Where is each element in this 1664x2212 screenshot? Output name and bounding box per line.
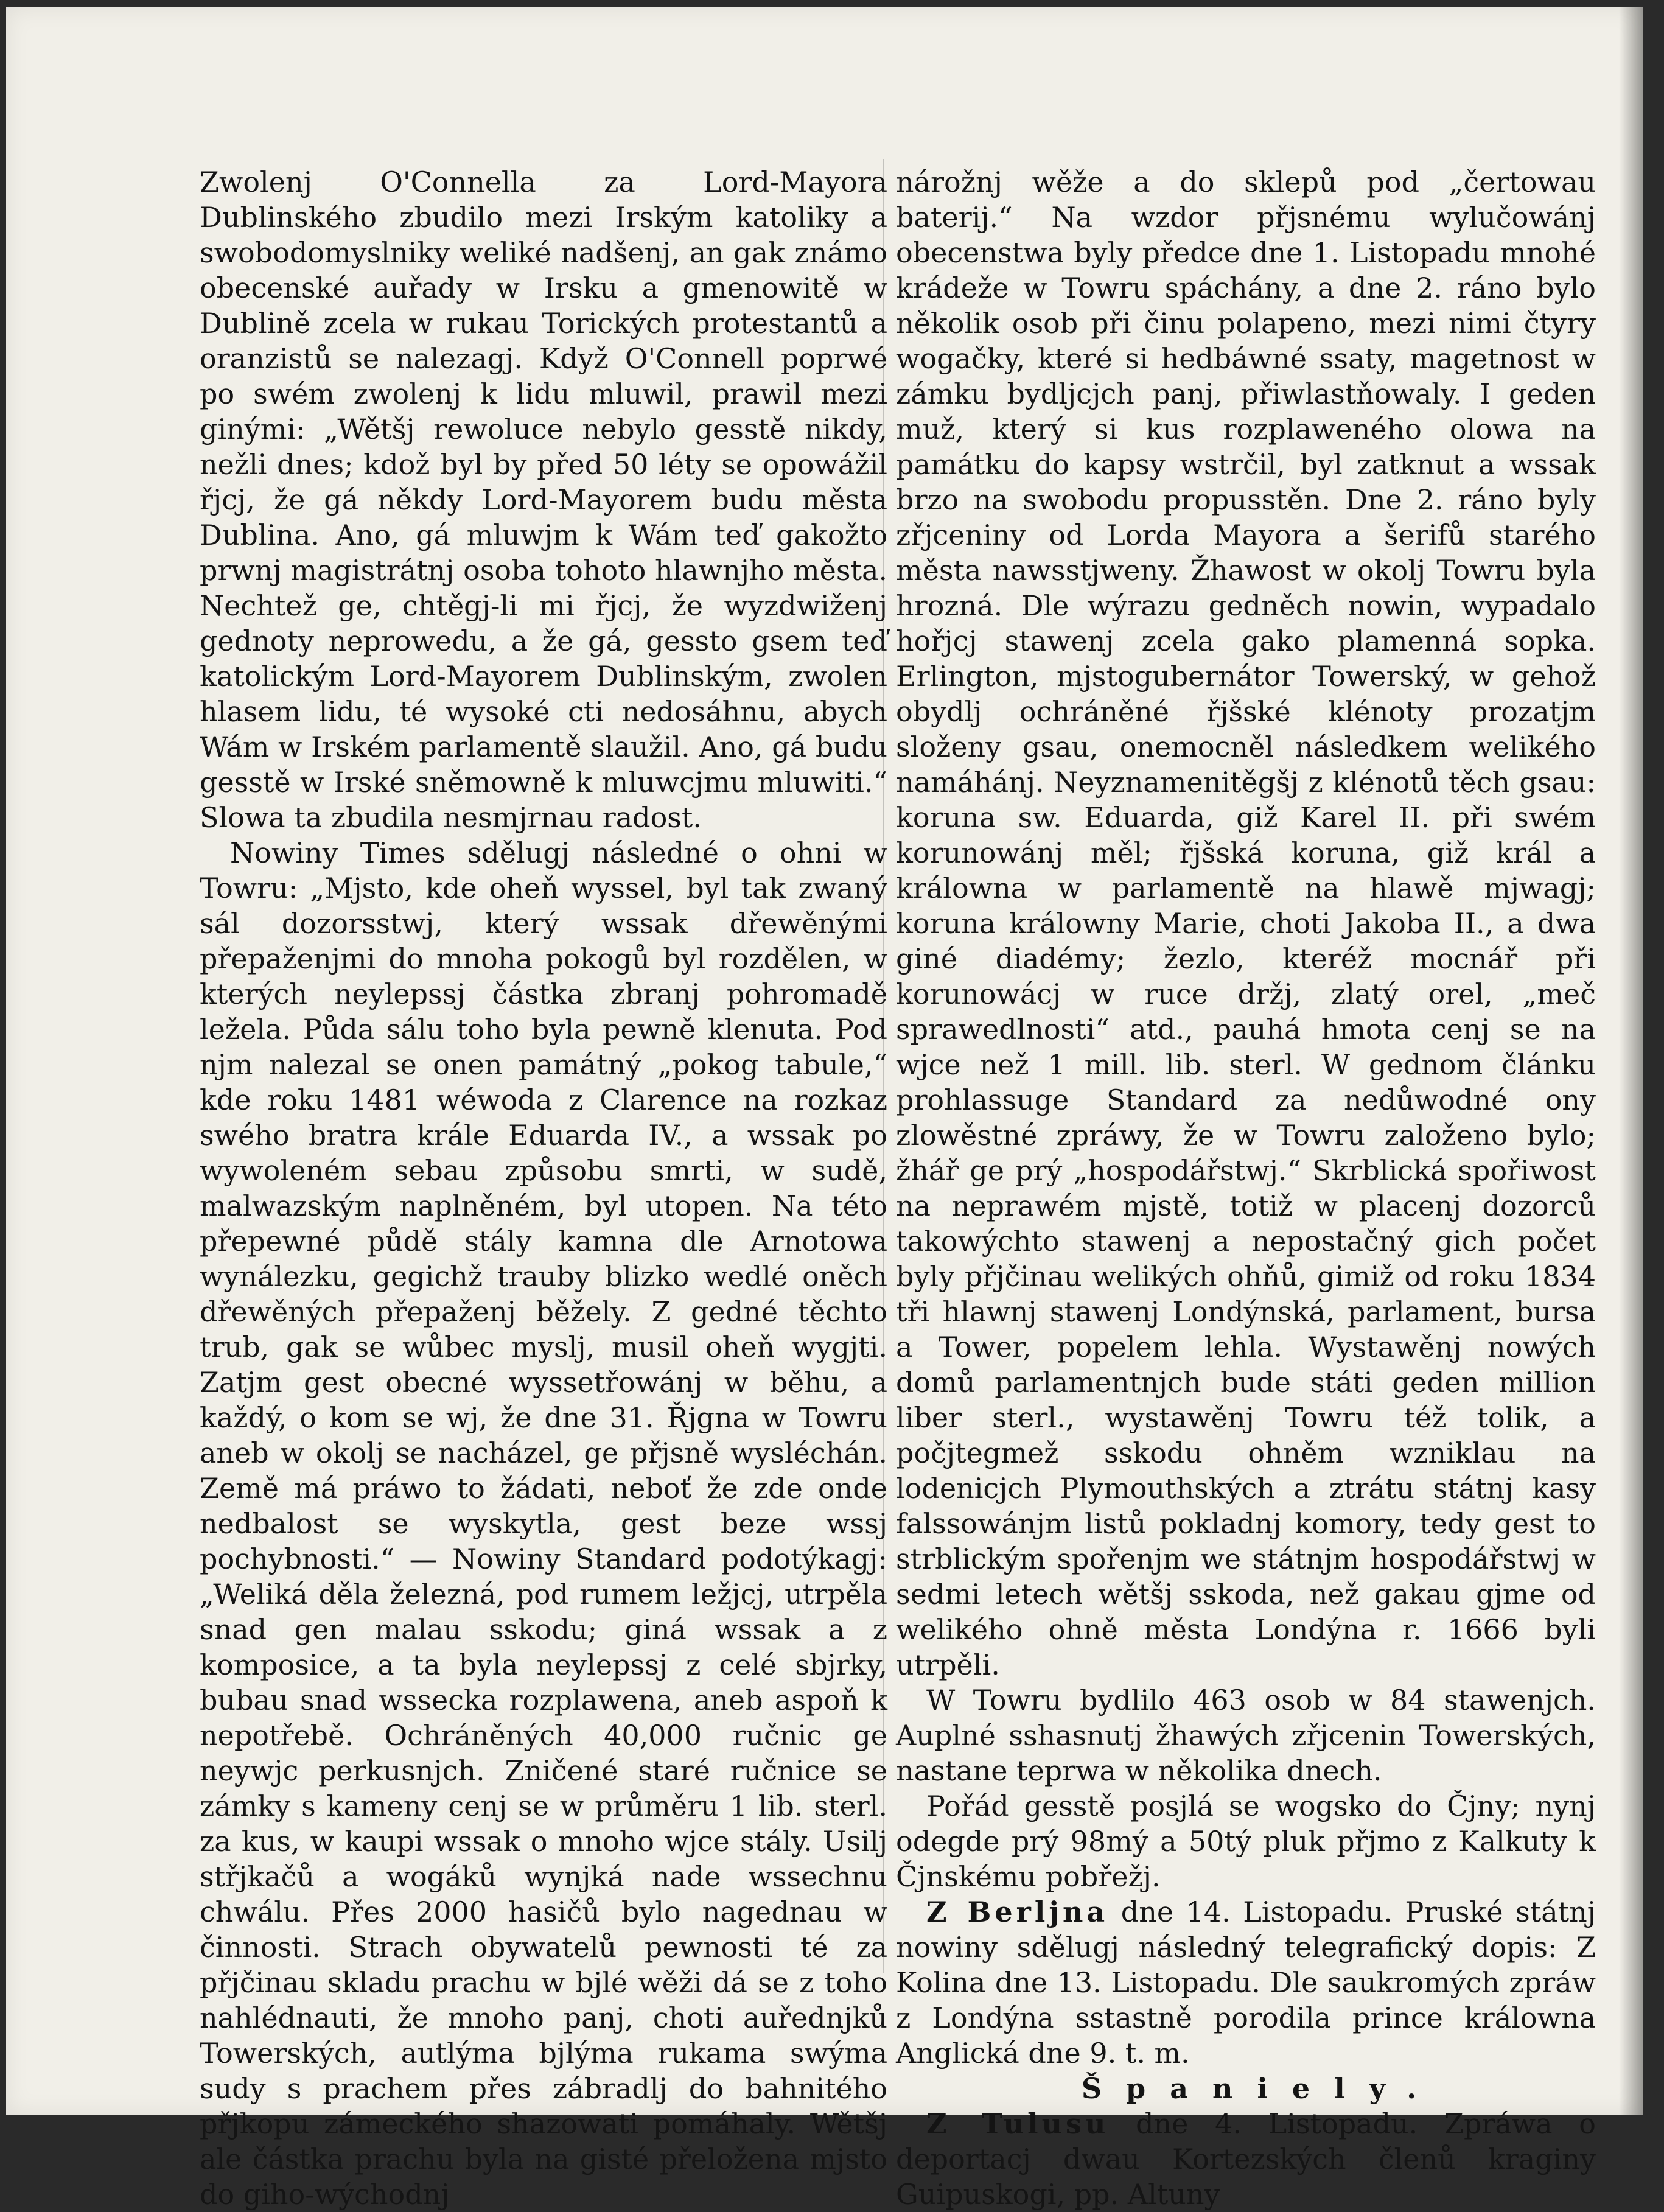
- newspaper-page: [6, 7, 1643, 2211]
- china-troops-paragraph: Pořád gesstě posjlá se wogsko do Čjny; nynj odegde prý 98mý a 50tý pluk přjmo z Kalkuty k Čjnskému pobřežj.: [896, 1790, 1596, 1893]
- toulouse-dateline: Z Tulusu: [926, 2107, 1110, 2140]
- right-column: [896, 164, 1596, 2212]
- berlin-news-paragraph: [896, 1894, 1596, 2071]
- berlin-dateline: Z Berljna: [926, 1895, 1109, 1928]
- tower-residents-paragraph: W Towru bydlilo 463 osob w 84 stawenjch. Auplné sshasnutj žhawých zřjcenin Towerských, nastane teprwa w několika dnech.: [896, 1684, 1596, 1787]
- berlin-news-text: dne 14. Listopadu. Pruské státnj nowiny sdělugj následný telegrafický dopis: Z Kolina dne 13. Listopadu. Dle saukromých zpráw z Londýna sstastně porodila prince králowna Anglická dne 9. t. m.: [896, 1895, 1596, 2070]
- tower-fire-continuation: nárožnj wěže a do sklepů pod „čertowau baterij.“ Na wzdor přjsnému wylučowánj obecenstwa byly předce dne 1. Listopadu mnohé krádeže w Towru spáchány, a dne 2. ráno bylo několik osob při činu polapeno, mezi nimi čtyry wogačky, které si hedbáwné ssaty, magetnost w zámku bydljcjch panj, přiwlastňowaly. I geden muž, který si kus rozplaweného olowa na památku do kapsy wstrčil, byl zatknut a wssak brzo na swobodu propusstěn. Dne 2. ráno byly zřjceniny od Lorda Mayora a šerifů starého města nawsstjweny. Žhawost w okolj Towru byla hrozná. Dle wýrazu gedněch nowin, wypadalo hořjcj stawenj zcela gako plamenná sopka. Erlington, mjstogubernátor Towerský, w gehož obydlj ochráněné řjšské klénoty prozatjm složeny gsau, onemocněl následkem welikého namáhánj. Neyznamenitěgšj z klénotů těch gsau: koruna sw. Eduarda, giž Karel II. při swém korunowánj měl; řjšská koruna, giž král a králowna w parlamentě na hlawě mjwagj; koruna králowny Marie, choti Jakoba II., a dwa giné diadémy; žezlo, kteréž mocnář při korunowácj w ruce držj, zlatý orel, „meč sprawedlnosti“ atd., pauhá hmota cenj se na wjce než 1 mill. lib. sterl. W gednom článku prohlassuge Standard za nedůwodné ony zlowěstné zpráwy, že w Towru založeno bylo; žhář ge prý „hospodářstwj.“ Skrblická spořiwost na neprawém mjstě, totiž w placenj dozorců takowýchto stawenj a nepostačný gich počet byly přjčinau welikých ohňů, gimiž od roku 1834 tři hlawnj stawenj Londýnská, parlament, bursa a Tower, popelem lehla. Wystawěnj nowých domů parlamentnjch bude státi geden million liber sterl., wystawěnj Towru též tolik, a počjtegmež sskodu ohněm wzniklau na lodenicjch Plymouthských a ztrátu státnj kasy falssowánjm listů pokladnj komory, tedy gest to strblickým spořenjm we státnjm hospodářstwj w sedmi letech wětšj sskoda, než gakau gjme od welikého ohně města Londýna r. 1666 byli utrpěli.: [896, 166, 1596, 1681]
- article-tower-fire-paragraph: Nowiny Times sdělugj následné o ohni w Towru: „Mjsto, kde oheň wyssel, byl tak zwaný sál dozorsstwj, který wssak dřewěnými přepaženjmi do mnoha pokogů byl rozdělen, w kterých neylepssj částka zbranj pohromadě ležela. Půda sálu toho byla pewně klenuta. Pod njm nalezal se onen památný „pokog tabule,“ kde roku 1481 wéwoda z Clarence na rozkaz swého bratra krále Eduarda IV., a wssak po wywoleném sebau způsobu smrti, w sudě, malwazským naplněném, byl utopen. Na této přepewné půdě stály kamna dle Arnotowa wynálezku, gegichž trauby blizko wedlé oněch dřewěných přepaženj běžely. Z gedné těchto trub, gak se wůbec myslj, musil oheň wygjti. Zatjm gest obecné wyssetřowánj w běhu, a každý, o kom se wj, že dne 31. Řjgna w Towru aneb w okolj se nacházel, ge přjsně wysléchán. Země má práwo to žádati, neboť že zde onde nedbalost se wyskytla, gest beze wssj pochybnosti.“ — Nowiny Standard podotýkagj: „Weliká děla železná, pod rumem ležjcj, utrpěla snad gen malau sskodu; giná wssak a z komposice, a ta byla neylepssj z celé sbjrky, bubau snad wssecka rozplawena, aneb aspoň k nepotřebě. Ochráněných 40,000 ručnic ge neywjc perkusnjch. Zničené staré ručnice se zámky s kameny cenj se w průměru 1 lib. sterl. za kus, w kaupi wssak o mnoho wjce stály. Usilj střjkačů a wogáků wynjká nade wssechnu chwálu. Přes 2000 hasičů bylo nagednau w činnosti. Strach obywatelů pewnosti té za přjčinau skladu prachu w bjlé wěži dá se z toho nahlédnauti, že mnoho panj, choti auřednjků Towerských, autlýma bjlýma rukama swýma sudy s prachem přes zábradlj do bahnitého přjkopu zámeckého shazowati pomáhaly. Wětšj ale částka prachu byla na gisté přeložena mjsto do giho-wýchodnj: [200, 836, 887, 2211]
- toulouse-news-paragraph: [896, 2106, 1596, 2212]
- article-oconnell-paragraph: Zwolenj O'Connella za Lord-Mayora Dublinského zbudilo mezi Irským katoliky a swobodomyslniky weliké nadšenj, an gak známo obecenské auřady w Irsku a gmenowitě w Dublině zcela w rukau Torických protestantů a oranzistů se nalezagj. Když O'Connell poprwé po swém zwolenj k lidu mluwil, prawil mezi ginými: „Wětšj rewoluce nebylo gesstě nikdy, nežli dnes; kdož byl by před 50 léty se opowážil řjcj, že gá někdy Lord-Mayorem budu města Dublina. Ano, gá mluwjm k Wám teď gakožto prwnj magistrátnj osoba tohoto hlawnjho města. Nechtež ge, chtěgj-li mi řjcj, že wyzdwiženj gednoty neprowedu, a že gá, gessto gsem teď katolickým Lord-Mayorem Dublinským, zwolen hlasem lidu, té wysoké cti nedosáhnu, abych Wám w Irském parlamentě slaužil. Ano, gá budu gesstě w Irské sněmowně k mluwcjmu mluwiti.“ Slowa ta zbudila nesmjrnau radost.: [200, 166, 887, 834]
- left-column: [200, 164, 887, 2212]
- column-divider: [883, 159, 884, 1973]
- section-heading-spain: Španiely.: [1081, 2072, 1441, 2105]
- toulouse-news-text: dne 4. Listopadu. Zpráwa o deportacj dwau Kortezských členů kraginy Guipuskogi, pp. Altuny: [896, 2107, 1596, 2211]
- page-edge-shadow: [1619, 7, 1643, 2115]
